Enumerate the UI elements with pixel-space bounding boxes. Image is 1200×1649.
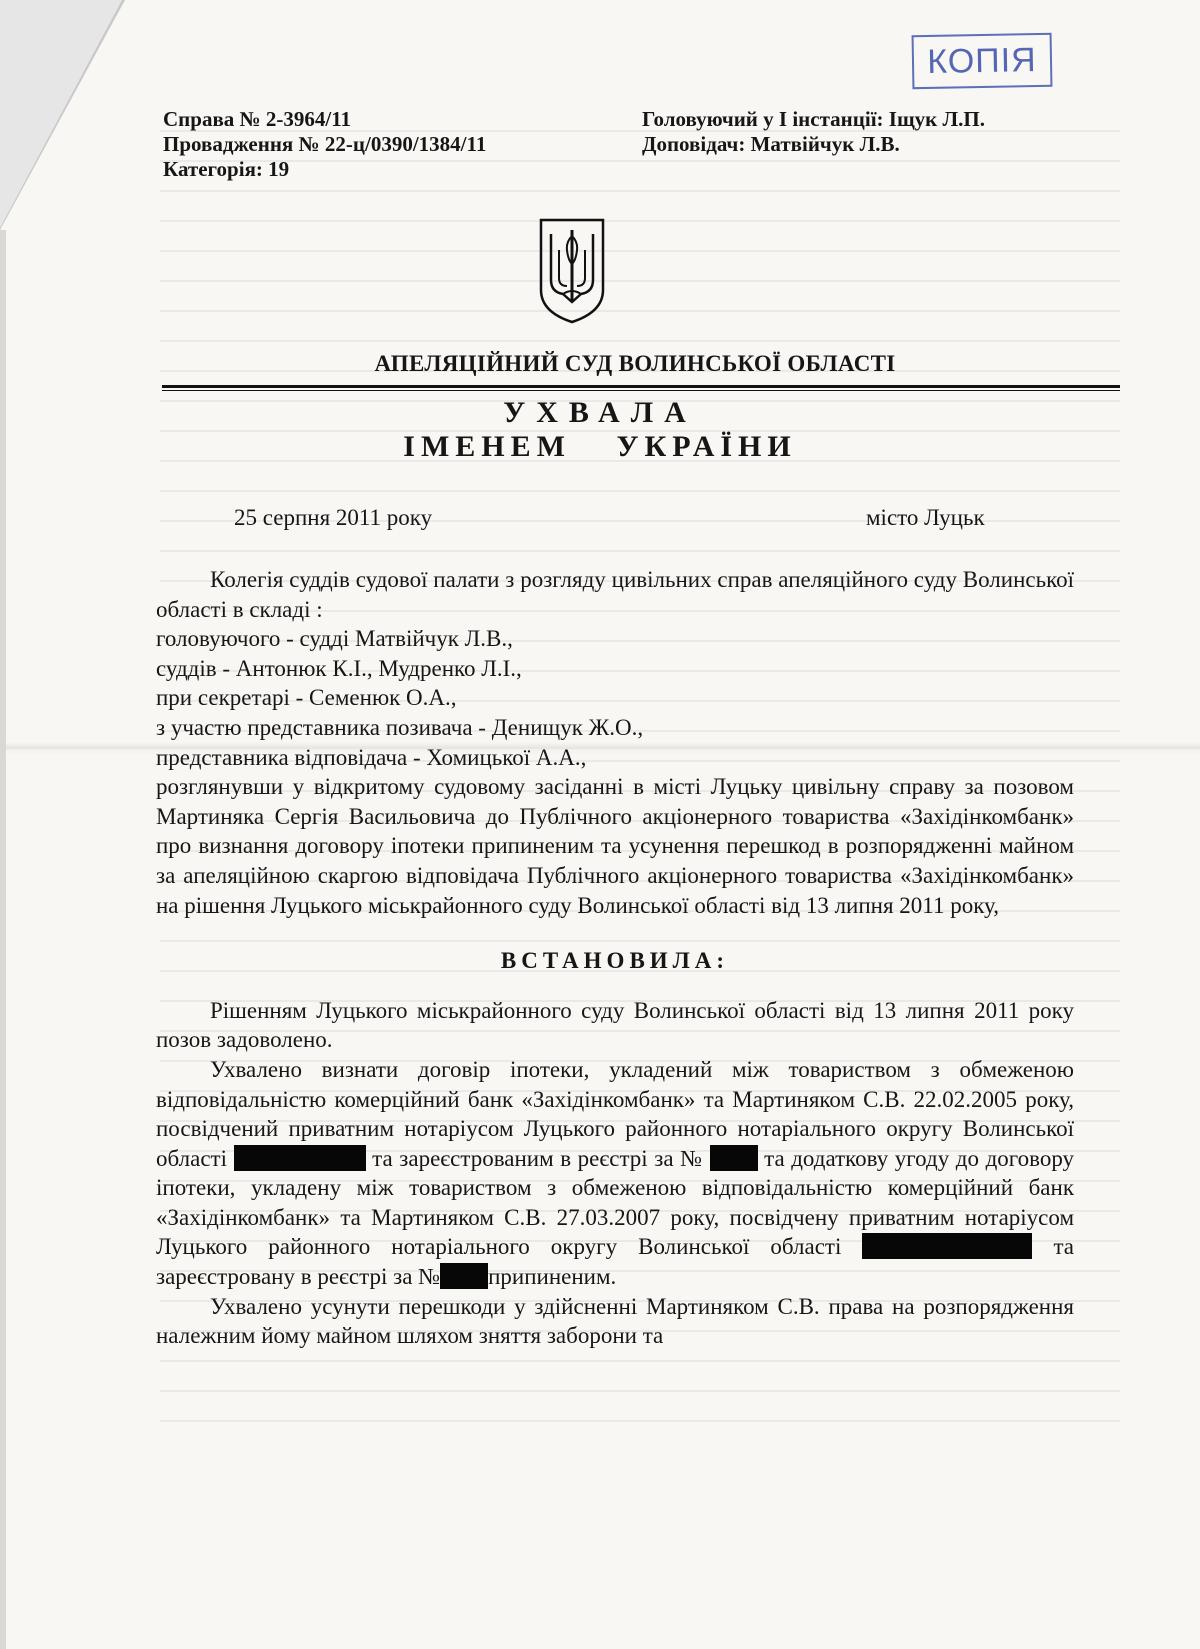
court-name: АПЕЛЯЦІЙНИЙ СУД ВОЛИНСЬКОЇ ОБЛАСТІ: [374, 351, 896, 376]
case-number: Справа № 2-3964/11: [163, 107, 352, 131]
redacted-block: [710, 1145, 758, 1171]
title-word-1: ІМЕНЕМ: [403, 430, 571, 463]
mortgage-text-e: припиненим.: [488, 1264, 617, 1290]
panel-judges: суддів - Антонюк К.І., Мудренко Л.І.,: [156, 655, 522, 681]
mortgage-text-c: та додаткову угоду до договору іпотеки, укладену між товариством з обмеженою відповідальністю комерційний банк «Західінкомбанк» та Мартиняком С.В. 27.03.2007 року, посвідчену приватним нотаріусом Луцького районного нотаріального округу Волинської області: [156, 1145, 1075, 1260]
redacted-block: [440, 1263, 488, 1289]
panel-composition: Колегія суддів судової палати з розгляду цивільних справ апеляційного суду Волинської області в складі :: [156, 567, 1074, 622]
judges-info: [642, 107, 985, 157]
plaintiff-representative: з участю представника позивача - Денищук Ж.О.,: [156, 714, 644, 740]
case-description: розглянувши у відкритому судовому засіданні в місті Луцьку цивільну справу за позовом Мартиняка Сергія Васильовича до Публічного акціонерного товариства «Західінкомбанк» про визнання договору іпотеки припиненим та усунення перешкод в розпорядженні майном за апеляційною скаргою відповідача Публічного акціонерного товариства «Західінкомбанк» на рішення Луцького міськрайонного суду Волинської області від 13 липня 2011 року,: [156, 774, 1074, 918]
document-body: [156, 565, 1074, 1351]
divider-thin: [162, 390, 1120, 391]
in-the-name-of-ukraine: [0, 430, 1200, 464]
paragraph-decision: Рішенням Луцького міськрайонного суду Волинської області від 13 липня 2011 року позов задоволено.: [156, 997, 1074, 1053]
case-info: [163, 107, 486, 182]
document-type-title: УХВАЛА: [503, 396, 697, 429]
proceeding-number: Провадження № 22-ц/0390/1384/11: [163, 132, 487, 156]
mortgage-text-d: та зареєстровану в реєстрі за №: [156, 1234, 1075, 1290]
section-heading: ВСТАНОВИЛА:: [500, 948, 730, 974]
first-instance-judge: Головуючий у І інстанції: Іщук Л.П.: [642, 107, 986, 131]
rapporteur: Доповідач: Матвійчук Л.В.: [642, 132, 900, 156]
paragraph-obstacles: Ухвалено усунути перешкоди у здійсненні Мартиняком С.В. права на розпорядження належним йому майном шляхом зняття заборони та: [156, 1293, 1074, 1349]
title-word-2: УКРАЇНИ: [616, 430, 797, 463]
decision-date: 25 серпня 2011 року: [234, 505, 433, 530]
redacted-block: [862, 1233, 1032, 1259]
redacted-block: [234, 1145, 366, 1171]
category: Категорія: 19: [163, 157, 290, 181]
folded-corner-inner: [0, 0, 122, 228]
divider-thick: [162, 385, 1120, 388]
mortgage-text-a: Ухвалено визнати договір іпотеки, укладений між товариством з обмеженою відповідальністю комерційний банк «Західінкомбанк» та Мартиняком С.В. 22.02.2005 року, посвідчений приватним нотаріусом Луцького районного нотаріального округу Волинської області: [156, 1056, 1074, 1171]
defendant-representative: представника відповідача - Хомицької А.А.,: [156, 744, 587, 770]
mortgage-text-b: та зареєстрованим в реєстрі за №: [372, 1145, 703, 1171]
coat-of-arms-icon: [537, 216, 607, 326]
decision-city: місто Луцьк: [866, 505, 985, 530]
copy-stamp: КОПІЯ: [912, 33, 1053, 89]
paragraph-mortgage: [156, 1055, 1074, 1292]
presiding-judge: головуючого - судді Матвійчук Л.В.,: [156, 626, 513, 652]
court-secretary: при секретарі - Семенюк О.А.,: [156, 685, 457, 711]
